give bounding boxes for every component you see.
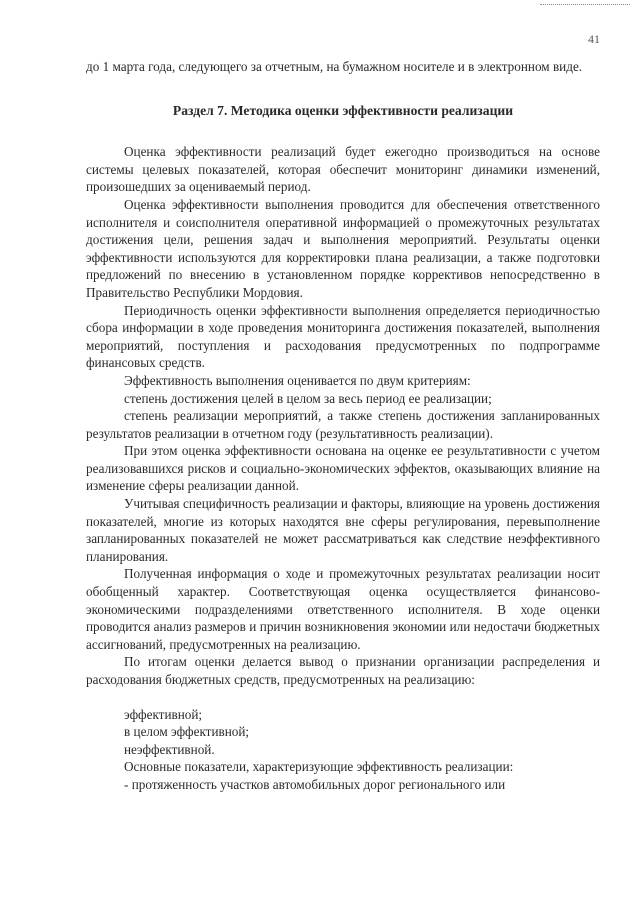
paragraph: При этом оценка эффективности основана на оценке ее результативности с учетом реализовавшихся рисков и социально-экономических эффектов, оказывающих влияние на изменение сферы реализации данной. [86, 443, 600, 494]
paragraph: Полученная информация о ходе и промежуточных результатах реализации носит обобщенный характер. Соответствующая оценка осуществляется финансово-экономическими подразделениями ответственного исполнителя. В ходе оценки проводится анализ размеров и причин возникновения экономии или недостачи бюджетных ассигнований, предусмотренных на реализацию. [86, 566, 600, 652]
list-item: эффективной; [124, 706, 203, 722]
paragraph: Оценка эффективности реализаций будет ежегодно производиться на основе системы целевых показателей, которая обеспечит мониторинг динамики изменений, произошедших за оцениваемый период. [86, 144, 600, 195]
paragraph: Оценка эффективности выполнения проводится для обеспечения ответственного исполнителя и соисполнителя оперативной информацией о промежуточных результатах достижения цели, решения задач и выполнения мероприятий. Результаты оценки эффективности используются для корректировки плана реализации, а также подготовки предложений по внесению в установленном порядке коррективов непосредственно в Правительство Республики Мордовия. [86, 196, 600, 300]
criteria-item: степень достижения целей в целом за весь период ее реализации; [124, 390, 492, 406]
criteria-item: степень реализации мероприятий, а также степень достижения запланированных результатов реализации в отчетном году (результативность реализации). [86, 408, 600, 441]
list-item: в целом эффективной; [124, 724, 250, 740]
scan-artifact [540, 4, 630, 7]
list-item: неэффективной. [124, 741, 215, 757]
section-title: Раздел 7. Методика оценки эффективности реализации [172, 102, 514, 118]
paragraph: Учитывая специфичность реализации и факторы, влияющие на уровень достижения показателей, многие из которых находятся вне сферы регулирования, перевыполнение запланированных показателей не может рассматриваться как следствие неэффективного планирования. [86, 496, 600, 564]
paragraph: По итогам оценки делается вывод о признании организации распределения и расходования бюджетных средств, предусмотренных на реализацию: [86, 654, 600, 687]
document-body [86, 58, 600, 794]
paragraph: Основные показатели, характеризующие эффективность реализации: [124, 759, 514, 775]
paragraph: Периодичность оценки эффективности выполнения определяется периодичностью сбора информации в ходе проведения мониторинга достижения показателей, выполнения мероприятий, поступления и расходования предусмотренных по подпрограмме финансовых средств. [86, 302, 600, 371]
page-number: 41 [588, 32, 600, 46]
indicator-line: - протяженность участков автомобильных дорог регионального или [124, 776, 506, 792]
paragraph: Эффективность выполнения оценивается по двум критериям: [124, 372, 471, 388]
intro-paragraph: до 1 марта года, следующего за отчетным, на бумажном носителе и в электронном виде. [86, 59, 583, 74]
